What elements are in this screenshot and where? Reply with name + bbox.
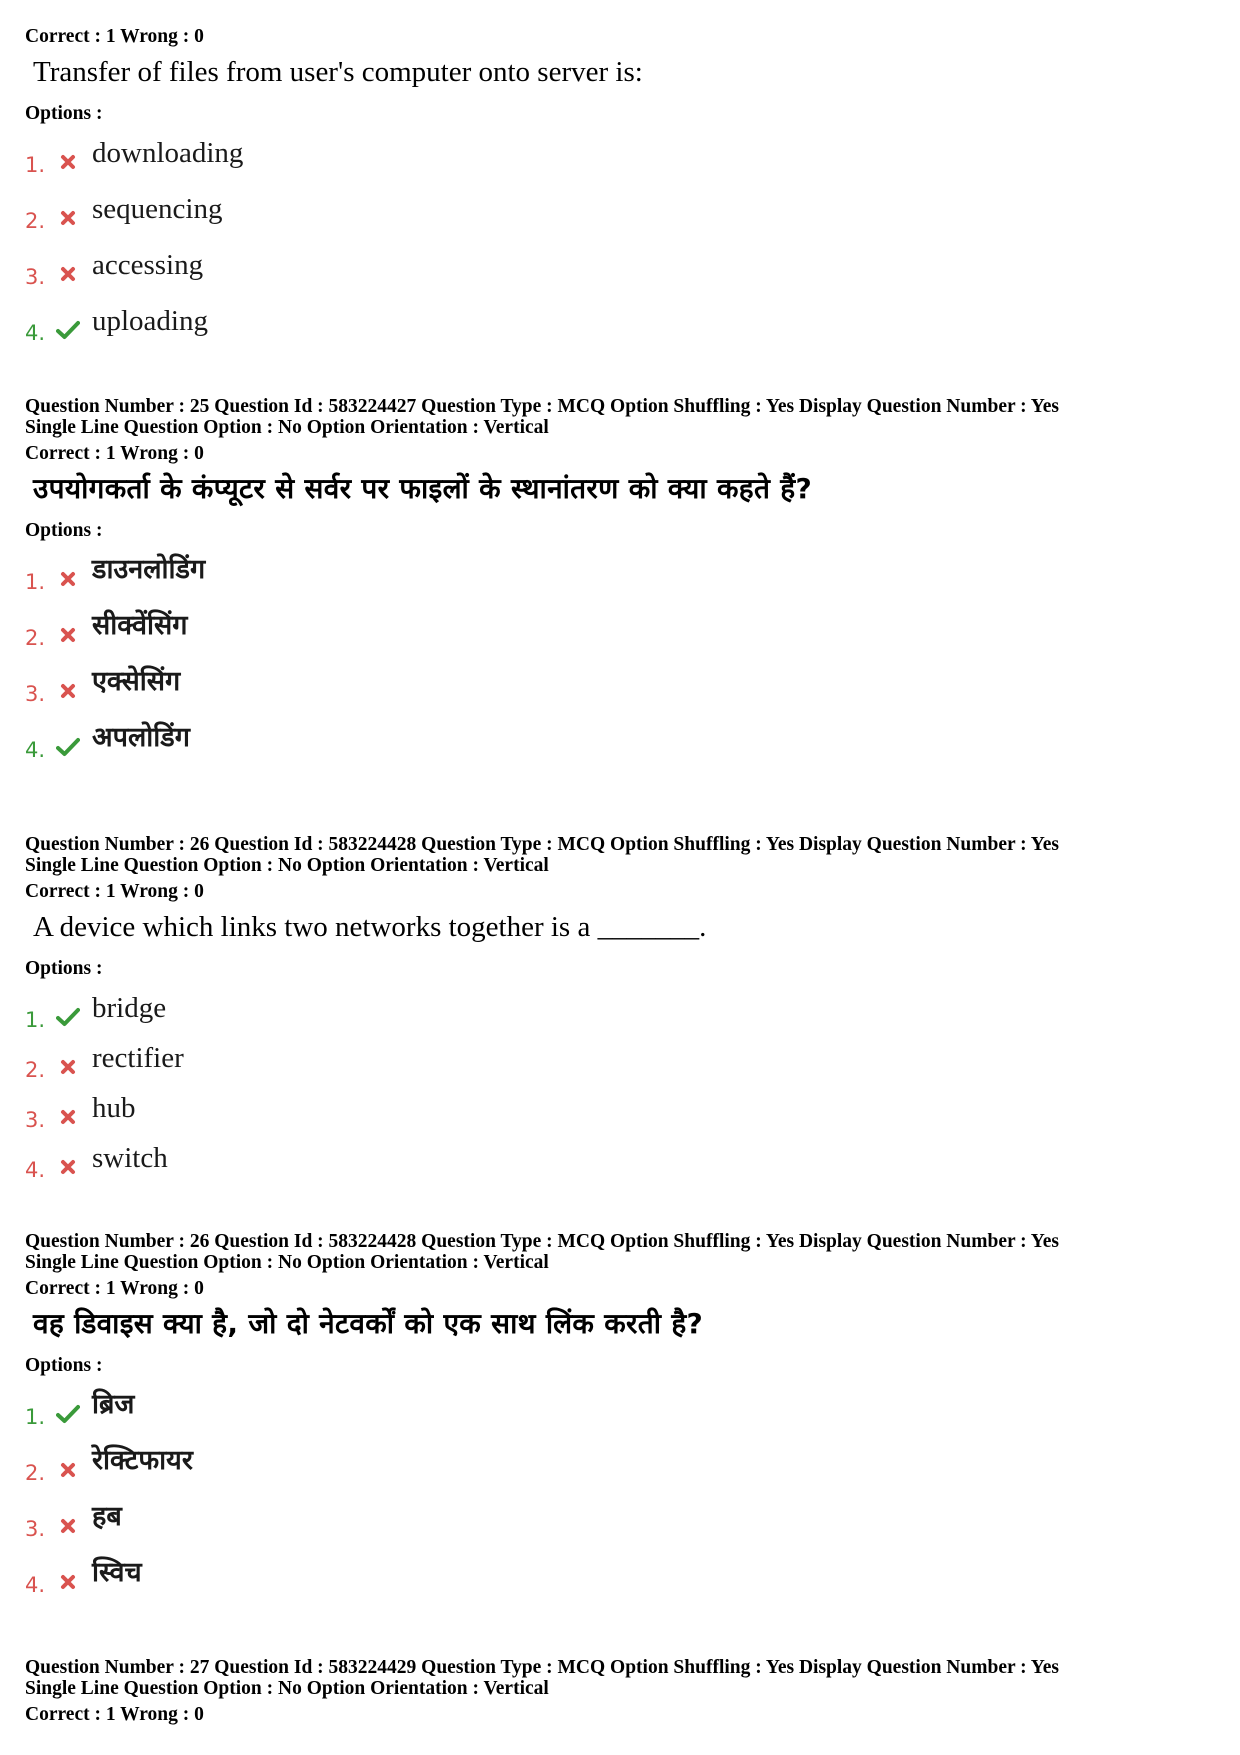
options-label: Options : (25, 958, 103, 979)
option-text: रेक्टिफायर (92, 1445, 193, 1476)
score-line: Correct : 1 Wrong : 0 (25, 881, 204, 902)
option-item (25, 986, 1215, 1036)
option-item (25, 1036, 1215, 1086)
cross-icon (55, 1154, 81, 1180)
option-text: एक्सेसिंग (92, 666, 181, 697)
option-item (25, 1383, 1215, 1439)
option-item (25, 1439, 1215, 1495)
cross-icon (55, 622, 81, 648)
score-line: Correct : 1 Wrong : 0 (25, 443, 204, 464)
option-number: 3. (25, 1517, 46, 1541)
option-text: सीक्वेंसिंग (92, 610, 188, 641)
question-meta-line-2: Single Line Question Option : No Option Orientation : Vertical (25, 1252, 549, 1273)
options-label: Options : (25, 520, 103, 541)
option-item (25, 548, 1215, 604)
option-number: 2. (25, 1461, 46, 1485)
cross-icon (55, 205, 81, 231)
options-list (25, 986, 1215, 1186)
score-line: Correct : 1 Wrong : 0 (25, 1278, 204, 1299)
question-block-26-english (25, 834, 1215, 1186)
option-item (25, 1136, 1215, 1186)
option-number: 4. (25, 1158, 46, 1182)
option-number: 2. (25, 209, 46, 233)
option-text: ब्रिज (92, 1389, 135, 1420)
question-text: A device which links two networks together is a _______. (33, 911, 707, 943)
option-item (25, 604, 1215, 660)
option-number: 4. (25, 738, 46, 762)
check-icon (55, 734, 81, 760)
cross-icon (55, 1569, 81, 1595)
cross-icon (55, 261, 81, 287)
options-list (25, 1383, 1215, 1607)
cross-icon (55, 1457, 81, 1483)
option-text: sequencing (92, 193, 223, 225)
question-block-24-english (25, 26, 1215, 355)
cross-icon (55, 1054, 81, 1080)
option-item (25, 1551, 1215, 1607)
option-item (25, 660, 1215, 716)
option-item (25, 299, 1215, 355)
option-number: 1. (25, 153, 46, 177)
option-number: 1. (25, 570, 46, 594)
option-text: downloading (92, 137, 244, 169)
cross-icon (55, 678, 81, 704)
option-number: 2. (25, 626, 46, 650)
option-number: 4. (25, 321, 46, 345)
option-number: 3. (25, 1108, 46, 1132)
question-meta-line-1: Question Number : 25 Question Id : 583224427 Question Type : MCQ Option Shuffling : Yes Display Question Number : Yes (25, 396, 1059, 417)
option-text: bridge (92, 992, 167, 1024)
option-text: switch (92, 1142, 168, 1174)
option-number: 3. (25, 682, 46, 706)
question-block-25-hindi (25, 396, 1215, 772)
option-number: 4. (25, 1573, 46, 1597)
question-meta-line-2: Single Line Question Option : No Option Orientation : Vertical (25, 855, 549, 876)
option-number: 2. (25, 1058, 46, 1082)
cross-icon (55, 566, 81, 592)
option-item (25, 1086, 1215, 1136)
check-icon (55, 1401, 81, 1427)
option-text: rectifier (92, 1042, 184, 1074)
option-item (25, 131, 1215, 187)
option-item (25, 243, 1215, 299)
question-block-27 (25, 1657, 1215, 1725)
check-icon (55, 317, 81, 343)
options-list (25, 131, 1215, 355)
option-item (25, 187, 1215, 243)
option-text: hub (92, 1092, 136, 1124)
score-line: Correct : 1 Wrong : 0 (25, 26, 204, 47)
question-meta-line-1: Question Number : 26 Question Id : 583224428 Question Type : MCQ Option Shuffling : Yes Display Question Number : Yes (25, 834, 1059, 855)
option-text: स्विच (92, 1557, 142, 1588)
question-block-26-hindi (25, 1231, 1215, 1607)
check-icon (55, 1004, 81, 1030)
cross-icon (55, 149, 81, 175)
option-number: 1. (25, 1405, 46, 1429)
question-meta-line-1: Question Number : 26 Question Id : 583224428 Question Type : MCQ Option Shuffling : Yes Display Question Number : Yes (25, 1231, 1059, 1252)
question-text: उपयोगकर्ता के कंप्यूटर से सर्वर पर फाइलों के स्थानांतरण को क्या कहते हैं? (33, 472, 812, 505)
option-item (25, 716, 1215, 772)
question-text: Transfer of files from user's computer onto server is: (33, 56, 643, 88)
option-text: अपलोडिंग (92, 722, 190, 753)
option-number: 3. (25, 265, 46, 289)
cross-icon (55, 1104, 81, 1130)
options-label: Options : (25, 103, 103, 124)
options-list (25, 548, 1215, 772)
question-meta-line-1: Question Number : 27 Question Id : 583224429 Question Type : MCQ Option Shuffling : Yes Display Question Number : Yes (25, 1657, 1059, 1678)
question-meta-line-2: Single Line Question Option : No Option Orientation : Vertical (25, 417, 549, 438)
option-text: uploading (92, 305, 208, 337)
option-text: accessing (92, 249, 204, 281)
option-item (25, 1495, 1215, 1551)
option-text: डाउनलोडिंग (92, 554, 206, 585)
option-text: हब (92, 1501, 122, 1532)
options-label: Options : (25, 1355, 103, 1376)
option-number: 1. (25, 1008, 46, 1032)
score-line: Correct : 1 Wrong : 0 (25, 1704, 204, 1725)
question-text: वह डिवाइस क्या है, जो दो नेटवर्कों को एक साथ लिंक करती है? (33, 1307, 704, 1340)
question-meta-line-2: Single Line Question Option : No Option Orientation : Vertical (25, 1678, 549, 1699)
cross-icon (55, 1513, 81, 1539)
